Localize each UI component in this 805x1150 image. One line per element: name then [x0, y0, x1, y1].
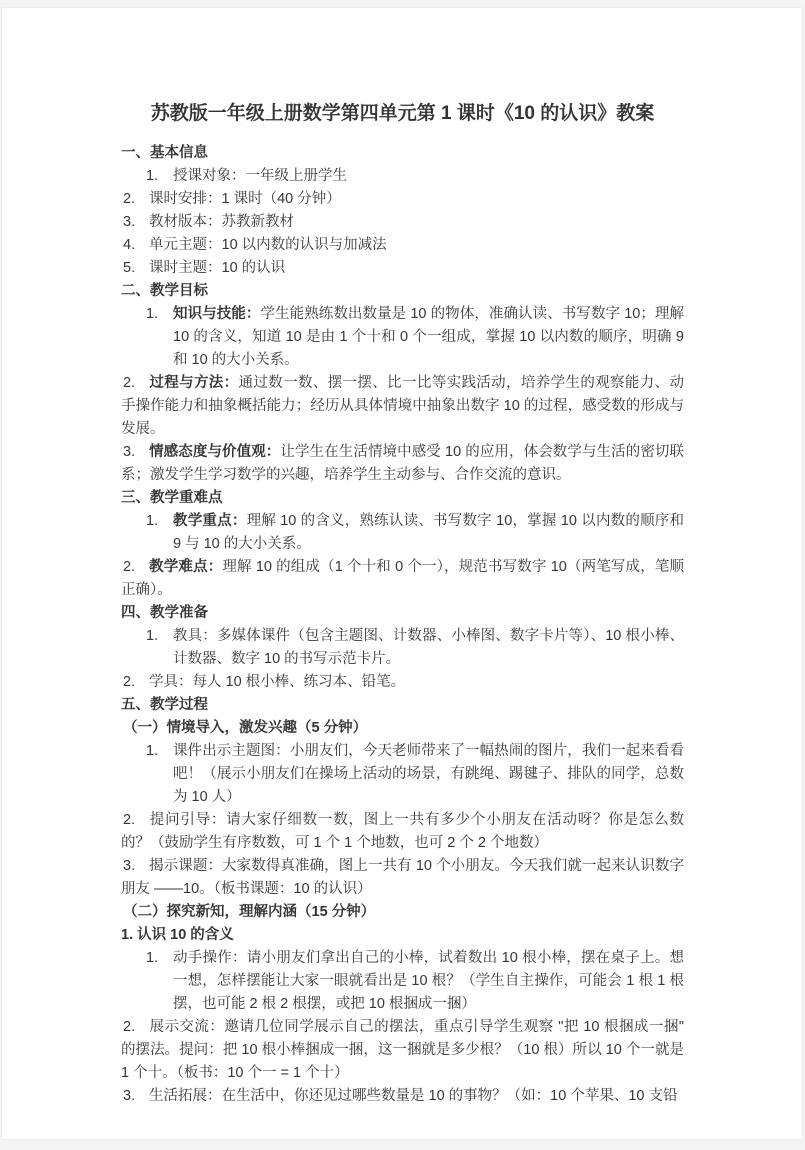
- section-heading: 三、教学重难点: [121, 490, 223, 506]
- subsection-heading: （二）探究新知，理解内涵（15 分钟）: [123, 904, 376, 920]
- section-basic-info: [121, 142, 684, 280]
- list-item-number: 1.: [146, 513, 159, 529]
- list-item: [121, 165, 684, 188]
- list-item: 5. 课时主题：10 的认识: [121, 257, 684, 280]
- list-item-number: 1.: [146, 950, 159, 966]
- list-item: 2. 教学难点：理解 10 的组成（1 个十和 0 个一），规范书写数字 10（两笔写成，笔顺正确）。: [121, 556, 684, 602]
- list-item: 2. 课时安排：1 课时（40 分钟）: [121, 188, 684, 211]
- list-item-number: 2.: [123, 559, 136, 575]
- list-item: [121, 303, 684, 372]
- list-item: 2. 学具：每人 10 根小棒、练习本、铅笔。: [121, 671, 684, 694]
- list-item: [121, 947, 684, 1016]
- subsection-explore-new-knowledge: [121, 901, 684, 1108]
- list-item-text: 动手操作：请小朋友们拿出自己的小棒，试着数出 10 根小棒，摆在桌子上。想一想，怎样摆能让大家一眼就看出是 10 根？（学生自主操作，可能会 1 根 1 根摆，也可能 2 根 2 根摆，或把 10 根捆成一捆）: [173, 950, 685, 1012]
- list-item: 2. 过程与方法：通过数一数、摆一摆、比一比等实践活动，培养学生的观察能力、动手操作能力和抽象概括能力；经历从具体情境中抽象出数字 10 的过程，感受数的形成与发展。: [121, 372, 684, 441]
- list-item-number: 2.: [123, 375, 136, 391]
- list-item-number: 5.: [123, 260, 136, 276]
- list-item: [121, 740, 684, 809]
- section-teaching-preparation: [121, 602, 684, 694]
- list-item: 3. 揭示课题：大家数得真准确，图上一共有 10 个小朋友。今天我们就一起来认识数字朋友 ——10。（板书课题：10 的认识）: [121, 855, 684, 901]
- list-item-number: 3.: [123, 444, 136, 460]
- list-item-number: 3.: [123, 214, 136, 230]
- list-item-text: 知识与技能：学生能熟练数出数量是 10 的物体，准确认读、书写数字 10；理解 10 的含义，知道 10 是由 1 个十和 0 个一组成，掌握 10 以内数的顺序，明确 9 和 10 的大小关系。: [173, 306, 684, 368]
- document-title: 苏教版一年级上册数学第四单元第 1 课时《10 的认识》教案: [150, 103, 655, 124]
- list-item: 4. 单元主题：10 以内数的认识与加减法: [121, 234, 684, 257]
- list-item-number: 3.: [123, 1088, 136, 1104]
- list-item-number: 1.: [146, 628, 159, 644]
- section-teaching-process: [121, 694, 684, 1108]
- list-item-text: 授课对象：一年级上册学生: [173, 168, 347, 184]
- list-item-number: 2.: [123, 191, 136, 207]
- section-heading: 五、教学过程: [121, 697, 208, 713]
- list-item-number: 2.: [123, 812, 136, 828]
- list-item-text: 课件出示主题图：小朋友们，今天老师带来了一幅热闹的图片，我们一起来看看吧！（展示小朋友们在操场上活动的场景，有跳绳、踢毽子、排队的同学，总数为 10 人）: [173, 743, 685, 805]
- section-heading: 二、教学目标: [121, 283, 208, 299]
- list-item: 3. 情感态度与价值观：让学生在生活情境中感受 10 的应用，体会数学与生活的密切联系；激发学生学习数学的兴趣，培养学生主动参与、合作交流的意识。: [121, 441, 684, 487]
- list-item: [121, 510, 684, 556]
- list-item-number: 4.: [123, 237, 136, 253]
- list-item: 3. 生活拓展：在生活中，你还见过哪些数量是 10 的事物？（如：10 个苹果、10 支铅: [121, 1085, 684, 1108]
- section-heading: 一、基本信息: [121, 145, 208, 161]
- subsection-heading: （一）情境导入，激发兴趣（5 分钟）: [123, 720, 368, 736]
- list-item-number: 1.: [146, 743, 159, 759]
- section-key-difficult-points: [121, 487, 684, 602]
- list-item-text: 教学重点：理解 10 的含义，熟练认读、书写数字 10，掌握 10 以内数的顺序和 9 与 10 的大小关系。: [173, 513, 685, 552]
- list-item-number: 3.: [123, 858, 136, 874]
- section-teaching-objectives: [121, 280, 684, 487]
- document-content: [2, 8, 802, 1108]
- subsubsection-heading: 1. 认识 10 的含义: [121, 927, 234, 943]
- list-item-number: 2.: [123, 674, 136, 690]
- list-item-number: 2.: [123, 1019, 136, 1035]
- list-item-number: 1.: [146, 168, 159, 184]
- subsection-situation-introduction: [121, 717, 684, 901]
- list-item: [121, 625, 684, 671]
- list-item-number: 1.: [146, 306, 159, 322]
- list-item: 2. 提问引导：请大家仔细数一数，图上一共有多少个小朋友在活动呀？你是怎么数的？（鼓励学生有序数数，可 1 个 1 个地数，也可 2 个 2 个地数）: [121, 809, 684, 855]
- section-heading: 四、教学准备: [121, 605, 208, 621]
- document-page: [1, 7, 803, 1140]
- list-item-text: 教具：多媒体课件（包含主题图、计数器、小棒图、数字卡片等）、10 根小棒、计数器、数字 10 的书写示范卡片。: [173, 628, 685, 667]
- list-item: 3. 教材版本：苏教新教材: [121, 211, 684, 234]
- list-item: 2. 展示交流：邀请几位同学展示自己的摆法，重点引导学生观察 "把 10 根捆成一捆" 的摆法。提问：把 10 根小棒捆成一捆，这一捆就是多少根？（10 根）所以 10 个一就是 1 个十。（板书：10 个一 = 1 个十）: [121, 1016, 684, 1085]
